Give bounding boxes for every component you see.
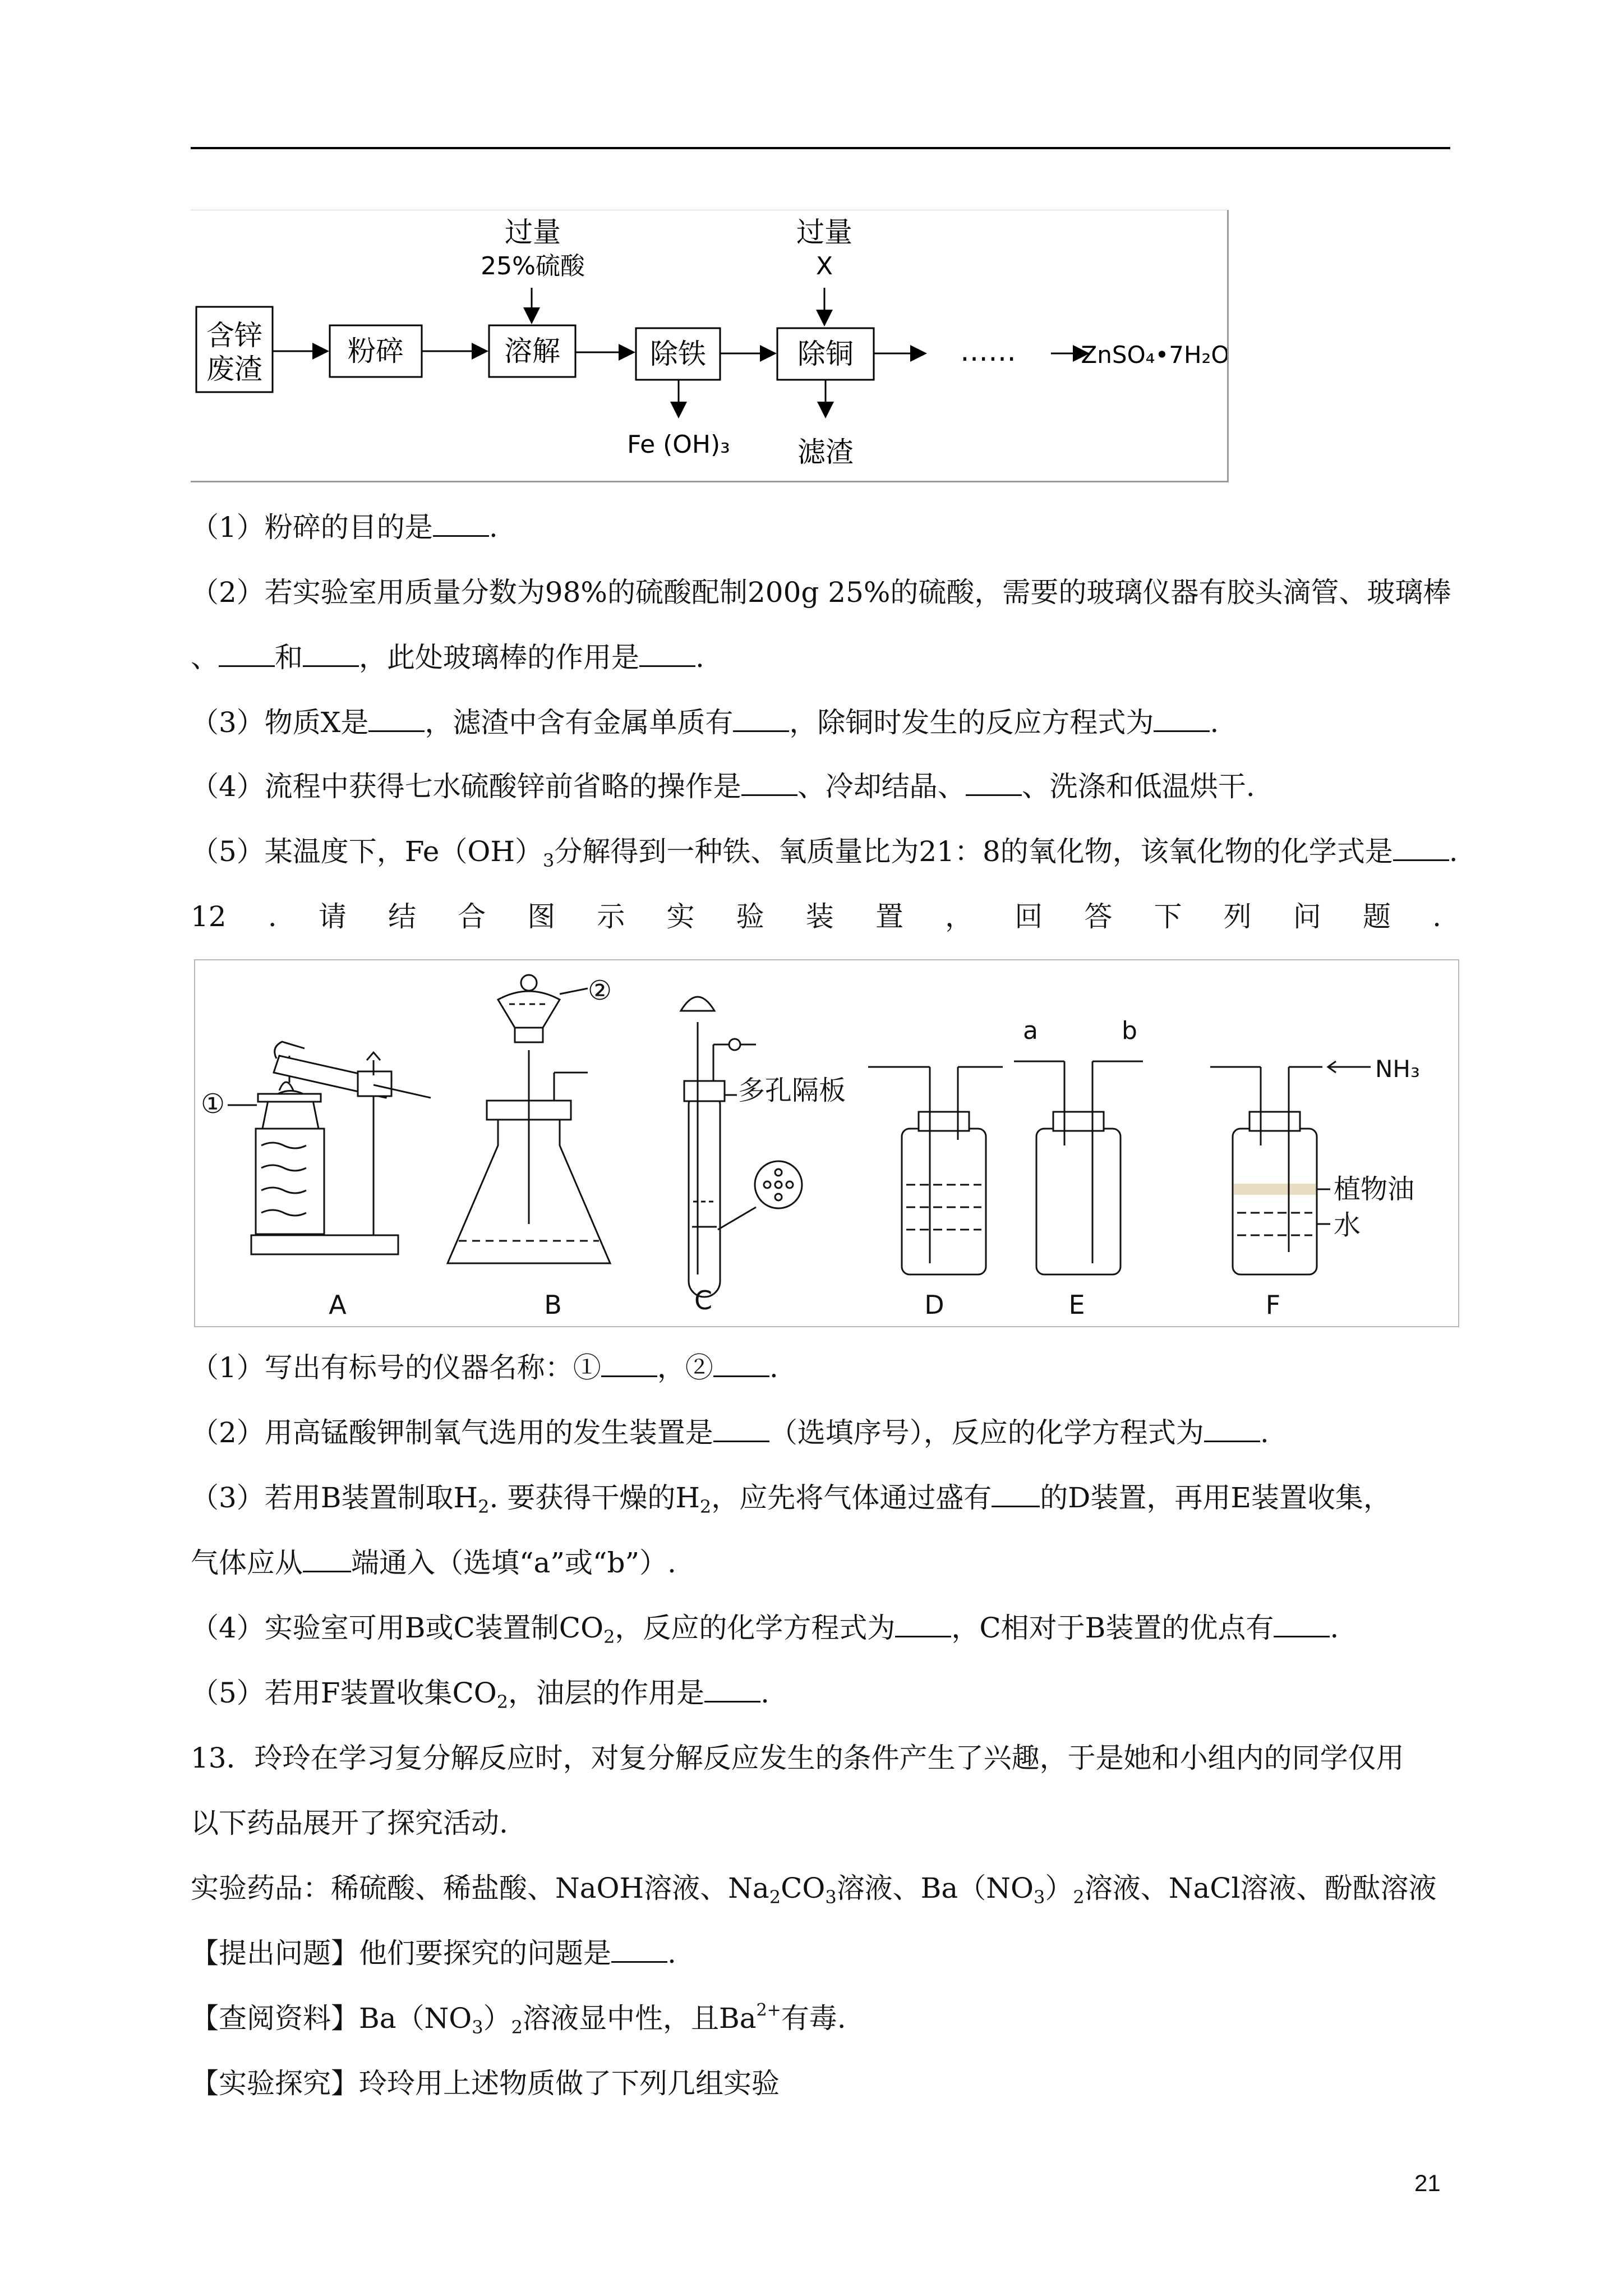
box-dissolve-label: 溶解	[504, 335, 560, 367]
apparatus-f	[1210, 1055, 1420, 1274]
page-number: 21	[1414, 2170, 1441, 2196]
box-crush-label: 粉碎	[348, 335, 404, 367]
q13-line1: 13．玲玲在学习复分解反应时，对复分解反应发生的条件产生了兴趣，于是她和小组内的同学仅用	[191, 1742, 1404, 1774]
porous-plate-label: 多孔隔板	[738, 1075, 846, 1106]
q11-part3: （3）物质X是 ，滤渣中含有金属单质有 ，除铜时发生的反应方程式为 .	[191, 706, 1219, 739]
reagent2-bottom: X	[815, 252, 833, 280]
box-remove-copper-label: 除铜	[797, 338, 854, 370]
q12-title-char: 答	[1084, 900, 1113, 933]
q12-title-char: 图	[527, 900, 556, 933]
q12-title-char: 验	[736, 900, 764, 933]
q12-part3-line2: 气体应从 端通入（选填“a”或“b”）.	[191, 1547, 676, 1579]
q12-title	[191, 900, 1441, 933]
q12-part3-line1: （3）若用B装置制取$H_2$. 要获得干燥的$H_2$，应先将气体通过盛有 的D装置，再用E装置收集，	[191, 1481, 1391, 1517]
apparatus-b	[448, 975, 612, 1263]
water-label: 水	[1334, 1209, 1361, 1241]
q12-title-char: 下	[1154, 900, 1182, 933]
q11-part4: （4）流程中获得七水硫酸锌前省略的操作是 、冷却结晶、 、洗涤和低温烘干.	[191, 770, 1255, 803]
iron-hydroxide-label: Fe (OH)₃	[627, 430, 730, 459]
port-b-label: b	[1122, 1016, 1137, 1045]
q12-title-char: 实	[666, 900, 695, 933]
q12-title-char: 示	[597, 900, 625, 933]
q12-title-char: .	[1432, 900, 1441, 933]
q12-title-char: 题	[1362, 900, 1391, 933]
q12-title-char: 请	[318, 900, 347, 933]
marker-2: ②	[588, 975, 612, 1006]
label-e: E	[1068, 1290, 1085, 1320]
reagent2-top: 过量	[796, 216, 852, 249]
reagent1-top: 过量	[505, 216, 561, 249]
q11-part2-line2: 、 和 ，此处玻璃棒的作用是 .	[191, 641, 704, 674]
apparatus-a	[201, 1042, 431, 1254]
apparatus-figure	[194, 959, 1459, 1327]
port-a-label: a	[1023, 1016, 1038, 1045]
reagent1-bottom: 25%硫酸	[481, 252, 585, 280]
marker-1: ①	[201, 1088, 225, 1120]
box-waste-label-2: 废渣	[206, 353, 262, 385]
q12-title-char: 列	[1223, 900, 1252, 933]
label-d: D	[924, 1290, 944, 1320]
q12-part4: （4）实验室可用B或C装置制$CO_2$，反应的化学方程式为 ，C相对于B装置的优点有 .	[191, 1612, 1339, 1648]
ammonia-label: NH₃	[1375, 1055, 1420, 1083]
q12-title-char: 12	[191, 900, 227, 933]
q13-line2: 以下药品展开了探究活动.	[191, 1807, 508, 1839]
q13-reagents: 实验药品：稀硫酸、稀盐酸、NaOH溶液、$Na_2CO_3$溶液、$Ba(NO_3)_2$溶液、NaCl溶液、酚酞溶液	[191, 1872, 1437, 1908]
q13-reference: 【查阅资料】$Ba(NO_3)_2$溶液显中性，且$Ba^{2+}$有毒.	[191, 2000, 846, 2038]
q11-part1: （1）粉碎的目的是 .	[191, 511, 498, 544]
q12-title-char: 合	[458, 900, 486, 933]
q12-title-char: 回	[1015, 900, 1043, 933]
q12-part1: （1）写出有标号的仪器名称：① ，② .	[191, 1351, 778, 1384]
q12-part2: （2）用高锰酸钾制氧气选用的发生装置是 （选填序号），反应的化学方程式为 .	[191, 1416, 1269, 1449]
header-rule	[191, 147, 1450, 149]
q12-title-char: ，	[945, 900, 974, 933]
label-a: A	[329, 1290, 347, 1320]
apparatus-d	[868, 1067, 1003, 1274]
apparatus-e	[1014, 1016, 1143, 1274]
filter-residue-label: 滤渣	[797, 436, 854, 468]
label-c: C	[694, 1285, 713, 1315]
box-remove-iron-label: 除铁	[650, 338, 706, 370]
q13-question: 【提出问题】他们要探究的问题是 .	[191, 1937, 676, 1970]
product-label: ZnSO₄•7H₂O	[1081, 341, 1227, 369]
q12-title-char: 置	[875, 900, 903, 933]
q12-title-char: 装	[805, 900, 834, 933]
q12-title-char: 结	[388, 900, 416, 933]
oil-label: 植物油	[1334, 1174, 1415, 1205]
label-b: B	[544, 1290, 562, 1320]
q13-experiment: 【实验探究】玲玲用上述物质做了下列几组实验	[191, 2067, 780, 2100]
q12-part5: （5）若用F装置收集$CO_2$，油层的作用是 .	[191, 1677, 770, 1713]
q12-title-char: 问	[1293, 900, 1321, 933]
label-f: F	[1265, 1290, 1281, 1320]
process-flowchart	[191, 210, 1229, 482]
apparatus-c	[681, 997, 846, 1297]
q11-part2-line1: （2）若实验室用质量分数为98%的硫酸配制200g 25%的硫酸，需要的玻璃仪器有胶头滴管、玻璃棒	[191, 576, 1451, 609]
box-waste-label-1: 含锌	[206, 319, 262, 352]
q12-title-char: .	[268, 900, 277, 933]
ellipsis: ……	[960, 335, 1016, 367]
q11-part5: （5）某温度下，$Fe(OH)_3$分解得到一种铁、氧质量比为21：8的氧化物，该氧化物的化学式是 .	[191, 835, 1458, 871]
